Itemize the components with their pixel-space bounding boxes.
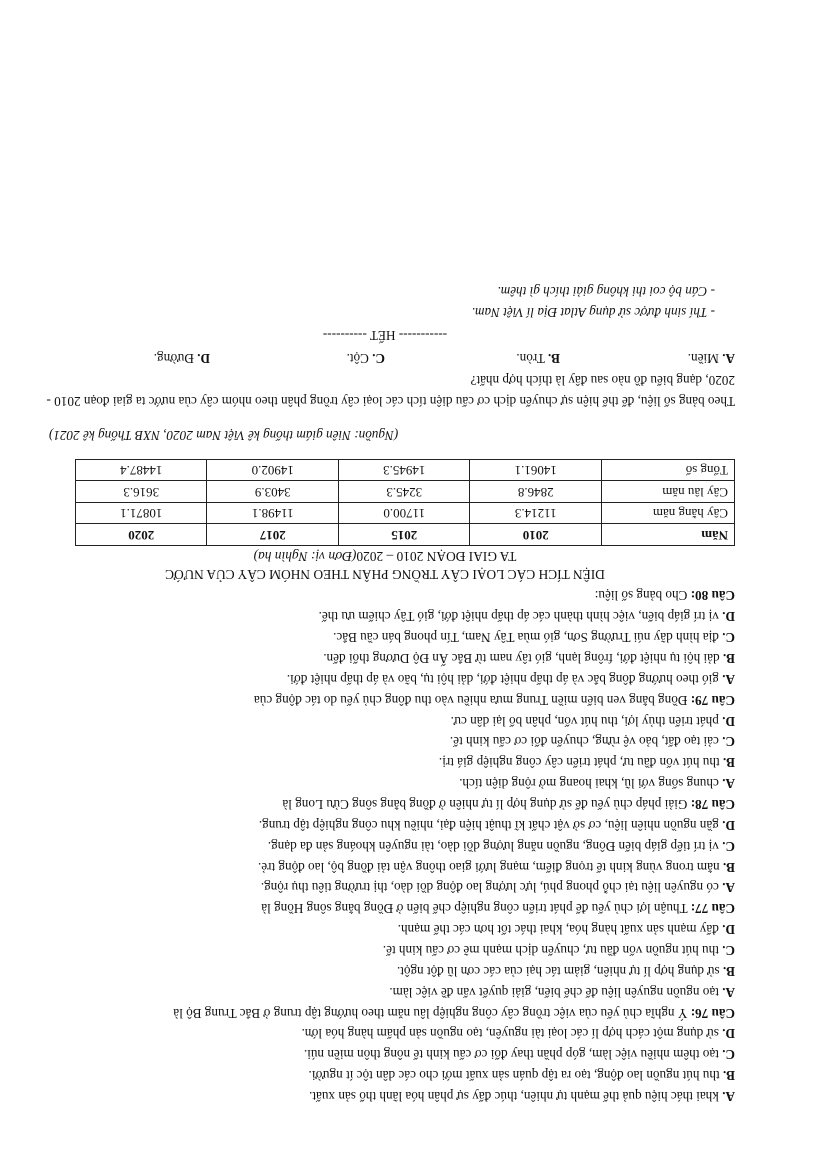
data-table [75,459,735,546]
q78-option-a: A. chung sống với lũ, khai hoang mở rộng diện tích. [459,776,735,792]
table-header-cell: 2017 [207,524,339,546]
q75-option-c: C. tạo thêm nhiều việc làm, góp phần thay đổi cơ cấu kinh tế nông thôn miền núi. [303,1047,735,1063]
table-cell: 3245.3 [339,481,471,503]
note-atlas: - Thí sinh được sử dụng Atlat Địa lí Việt Nam. [471,304,715,320]
table-cell: 3616.3 [76,481,208,503]
exam-notes [35,280,715,322]
table-cell: 14487.4 [76,459,208,481]
table-header-cell: Năm [602,524,735,546]
q80-choice-d: D. Đường. [153,350,210,366]
question-79 [35,605,735,709]
q80-choice-a: A. Miền. [687,350,735,366]
end-marker: ----------- HẾT ---------- [322,327,448,343]
q80-stem: Câu 80: Cho bảng số liệu: [594,588,735,604]
table-cell: 10871.1 [76,502,208,524]
q79-stem: Câu 79: Đồng bằng ven biển miền Trung mưa nhiều vào thu đông chủ yếu do tác động của [253,692,735,708]
table-source: (Nguồn: Niên giám thống kê Việt Nam 2020, NXB Thống kê 2021) [49,428,399,444]
q80-choice-b: B. Tròn. [516,350,560,366]
table-row [76,481,735,503]
table-cell: 3403.9 [207,481,339,503]
q77-option-c: C. vị trí tiếp giáp biển Đông, nguồn năng lượng dồi dào, tài nguyên khoáng sản đa dạng. [267,838,735,854]
q76-option-a: A. tạo nguồn nguyên liệu để chế biến, giải quyết vấn đề việc làm. [389,984,735,1000]
question-76 [35,918,735,1022]
q78-option-b: B. thu hút vốn đầu tư, phát triển cây công nghiệp giá trị. [438,755,735,771]
q79-option-b: B. dải hội tụ nhiệt đới, frông lạnh, gió tây nam từ Bắc Ấn Độ Dương thổi đến. [323,650,735,666]
table-header-cell: 2015 [339,524,471,546]
q75-option-d: D. sử dụng một cách hợp lí các loại tài nguyên, tạo nguồn sản phẩm hàng hóa lớn. [301,1026,735,1042]
q78-option-c: C. cải tạo đất, bảo vệ rừng, chuyển đổi cơ cấu kinh tế. [449,734,735,750]
table-cell: 2846.8 [470,481,602,503]
table-title [35,548,735,583]
table-cell: 14945.3 [339,459,471,481]
question-80 [35,347,735,606]
q75-option-a: A. khai thác hiệu quả thế mạnh tự nhiên, thúc đẩy sự phân hóa lãnh thổ sản xuất. [309,1089,735,1104]
q76-stem: Câu 76: Ý nghĩa chủ yếu của việc trồng cây công nghiệp lâu năm theo hướng tập trung ở Bắc Trung Bộ là [173,1005,735,1021]
q77-option-d: D. gần nguồn nhiên liệu, cơ sở vật chất kĩ thuật hiện đại, nhiều khu công nghiệp tập trung. [258,817,735,833]
q77-stem: Câu 77: Thuận lợi chủ yếu để phát triển công nghiệp chế biến ở Đồng bằng sông Hồng là [261,901,735,917]
table-cell: 11498.1 [207,502,339,524]
table-row-label: Cây lâu năm [602,481,735,503]
table-cell: 11214.3 [470,502,602,524]
table-row-label: Tổng số [602,459,735,481]
table-row-label: Cây hằng năm [602,502,735,524]
note-proctor: - Cán bộ coi thi không giải thích gì thêm. [497,284,715,300]
q80-question: Theo bảng số liệu, để thể hiện sự chuyển dịch cơ cấu diện tích các loại cây trồng phân theo nhóm cây của nước ta giai đoạn 2010 - 2020, dạng biểu đồ nào sau đây là thích hợp nhất? [46,373,735,410]
q76-option-d: D. đẩy mạnh sản xuất hàng hóa, khai thác tốt hơn các thế mạnh. [397,922,735,938]
q76-option-b: B. sử dụng hợp lí tự nhiên, giảm tác hại của các cơn lũ đột ngột. [396,963,735,979]
q78-stem: Câu 78: Giải pháp chủ yếu để sử dụng hợp lí tự nhiên ở đồng bằng sông Cửu Long là [282,796,735,812]
q79-option-d: D. vị trí giáp biển, việc hình thành các áp thấp nhiệt đới, gió Tây chiếm ưu thế. [318,609,735,625]
table-header-row [76,524,735,546]
table-header-cell: 2020 [76,524,208,546]
table-cell: 11700.0 [339,502,471,524]
q77-option-b: B. nằm trong vùng kinh tế trọng điểm, mạng lưới giao thông vận tải đồng bộ, lao động trẻ. [257,859,735,875]
table-cell: 14061.1 [470,459,602,481]
table-row [76,459,735,481]
q79-option-a: A. gió theo hướng đông bắc và áp thấp nhiệt đới, dải hội tụ, bão và áp thấp nhiệt đới. [286,671,735,687]
q75-option-b: B. thu hút nguồn lao động, tạo ra tập quán sản xuất mới cho các dân tộc ít người. [308,1068,735,1084]
question-78 [35,710,735,814]
q77-option-a: A. có nguyên liệu tại chỗ phong phú, lực lượng lao động dồi dào, thị trường tiêu thụ rộng. [260,880,735,896]
q75-options [35,1023,735,1106]
table-title-line1: DIỆN TÍCH CÁC LOẠI CÂY TRỒNG PHÂN THEO NHÓM CÂY CỦA NƯỚC [165,566,605,582]
q79-option-c: C. địa hình dãy núi Trường Sơn, gió mùa Tây Nam, Tín phong bán cầu Bắc. [333,630,735,646]
table-title-line2: TA GIAI ĐOẠN 2010 – 2020(Đơn vị: Nghìn ha) [253,549,517,565]
q78-option-d: D. phát triển thủy lợi, thu hút vốn, phân bố lại dân cư. [450,713,735,729]
q80-choices [35,347,735,368]
question-77 [35,814,735,918]
table-cell: 14902.0 [207,459,339,481]
table-row [76,502,735,524]
q80-choice-c: C. Cột. [346,350,385,366]
table-header-cell: 2010 [470,524,602,546]
exam-content [35,280,735,1106]
q76-option-c: C. thu hút nguồn vốn đầu tư, chuyển dịch mạnh mẽ cơ cấu kinh tế. [382,942,735,958]
table-unit: (Đơn vị: Nghìn ha) [253,549,357,565]
